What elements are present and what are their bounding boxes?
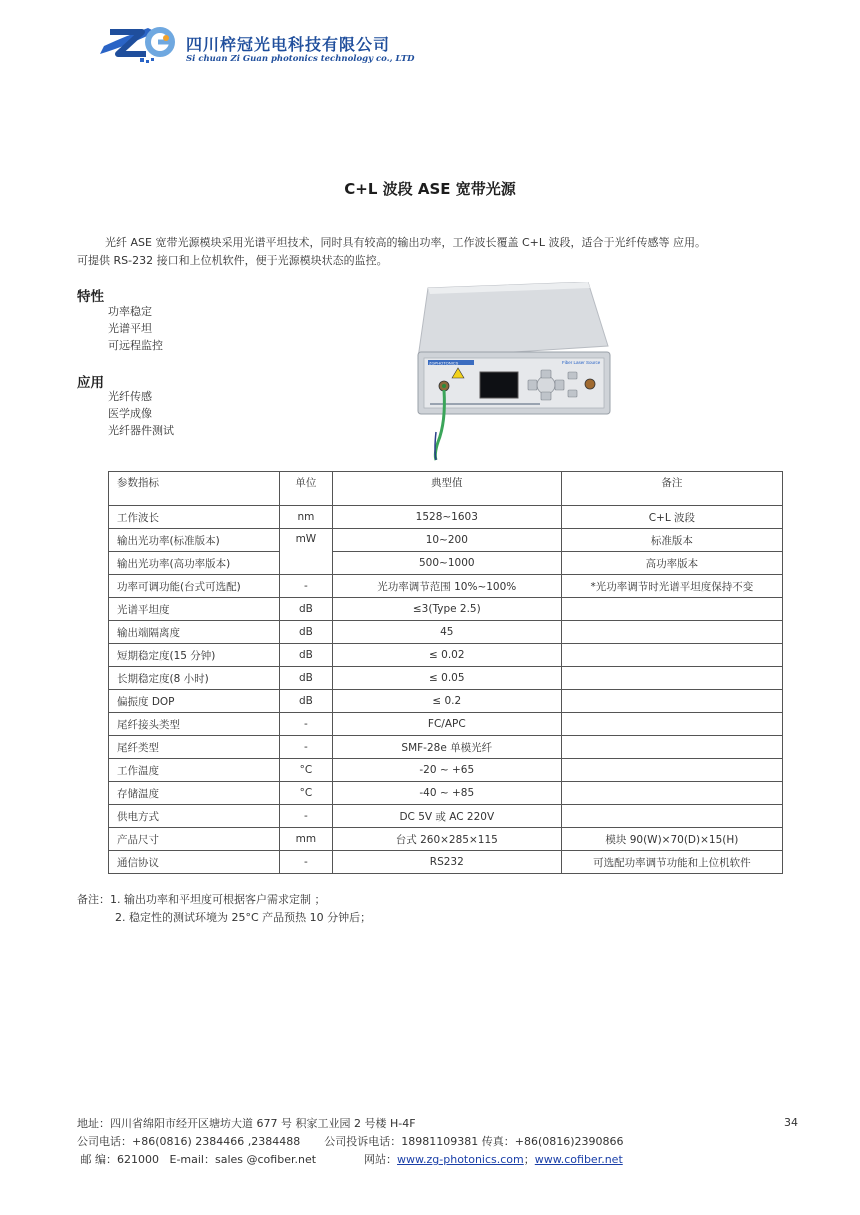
table-cell: 工作波长	[109, 506, 280, 529]
table-cell: 偏振度 DOP	[109, 690, 280, 713]
table-cell: C+L 波段	[561, 506, 782, 529]
spec-table	[108, 471, 783, 874]
table-row	[109, 621, 783, 644]
table-cell: -20 ~ +65	[332, 759, 561, 782]
list-item: 光谱平坦	[108, 322, 152, 335]
table-cell: -	[279, 575, 332, 598]
table-cell	[561, 690, 782, 713]
table-cell: FC/APC	[332, 713, 561, 736]
footer-email: E-mail：sales @cofiber.net	[169, 1153, 317, 1166]
table-cell: 尾纤类型	[109, 736, 280, 759]
column-header: 典型值	[332, 472, 561, 506]
table-cell: -	[279, 851, 332, 874]
list-item: 光纤器件测试	[108, 424, 174, 437]
table-row	[109, 667, 783, 690]
table-cell: 输出端隔离度	[109, 621, 280, 644]
table-cell: mW	[279, 529, 332, 575]
table-cell: °C	[279, 782, 332, 805]
table-cell: dB	[279, 667, 332, 690]
table-cell: *光功率调节时光谱平坦度保持不变	[561, 575, 782, 598]
website-link-cofiber[interactable]: www.cofiber.net	[534, 1153, 623, 1166]
table-cell: nm	[279, 506, 332, 529]
table-cell: 台式 260×285×115	[332, 828, 561, 851]
footer-website-label: 网站：	[364, 1153, 398, 1166]
table-cell: -	[279, 805, 332, 828]
table-row	[109, 736, 783, 759]
table-cell: ≤ 0.02	[332, 644, 561, 667]
table-cell: 存储温度	[109, 782, 280, 805]
column-header: 备注	[561, 472, 782, 506]
table-cell	[561, 782, 782, 805]
list-item: 光纤传感	[108, 390, 152, 403]
table-cell: ≤ 0.05	[332, 667, 561, 690]
table-cell: °C	[279, 759, 332, 782]
table-row	[109, 690, 783, 713]
table-row	[109, 851, 783, 874]
company-name-cn: 四川梓冠光电科技有限公司	[186, 35, 391, 54]
page-number: 34	[784, 1116, 798, 1129]
table-row	[109, 644, 783, 667]
product-device-image	[400, 282, 630, 462]
table-row	[109, 828, 783, 851]
intro-line-1: 光纤 ASE 宽带光源模块采用光谱平坦技术，同时具有较高的输出功率，工作波长覆盖 C+L 波段，适合于光纤传感等 应用。	[105, 236, 706, 249]
table-row	[109, 529, 783, 552]
table-cell: 高功率版本	[561, 552, 782, 575]
table-row	[109, 506, 783, 529]
footer	[77, 1115, 807, 1169]
applications-heading: 应用	[77, 375, 104, 391]
table-cell: 尾纤接头类型	[109, 713, 280, 736]
table-cell: 功率可调功能(台式可选配)	[109, 575, 280, 598]
table-cell: dB	[279, 644, 332, 667]
table-cell: 10~200	[332, 529, 561, 552]
table-cell: 45	[332, 621, 561, 644]
table-row	[109, 782, 783, 805]
footer-postcode: 邮 编：621000	[80, 1153, 159, 1166]
table-cell: 产品尺寸	[109, 828, 280, 851]
table-cell: SMF-28e 单模光纤	[332, 736, 561, 759]
table-cell: dB	[279, 598, 332, 621]
table-cell	[561, 713, 782, 736]
device-brand-label: ZGPHOTONICS	[429, 360, 459, 366]
notes-block	[77, 891, 371, 927]
footer-phone: 公司电话：+86(0816) 2384466 ,2384488	[77, 1135, 301, 1148]
table-cell: 光功率调节范围 10%~100%	[332, 575, 561, 598]
intro-line-2: 可提供 RS-232 接口和上位机软件，便于光源模块状态的监控。	[77, 254, 388, 267]
table-row	[109, 713, 783, 736]
table-row	[109, 759, 783, 782]
company-name-en: Si chuan Zi Guan photonics technology co., LTD	[186, 54, 415, 64]
column-header: 参数指标	[109, 472, 280, 506]
table-cell: -	[279, 736, 332, 759]
table-cell: 光谱平坦度	[109, 598, 280, 621]
table-cell: 可选配功率调节功能和上位机软件	[561, 851, 782, 874]
table-cell	[561, 759, 782, 782]
table-row	[109, 805, 783, 828]
list-item: 可远程监控	[108, 339, 163, 352]
table-cell	[561, 667, 782, 690]
table-cell: 通信协议	[109, 851, 280, 874]
table-cell: 长期稳定度(8 小时)	[109, 667, 280, 690]
features-heading: 特性	[77, 289, 104, 305]
table-cell: RS232	[332, 851, 561, 874]
table-cell: 标准版本	[561, 529, 782, 552]
device-panel-label: Fiber Laser Source	[562, 360, 601, 365]
table-cell: 输出光功率(高功率版本)	[109, 552, 280, 575]
table-cell	[561, 598, 782, 621]
table-cell: ≤3(Type 2.5)	[332, 598, 561, 621]
table-row	[109, 552, 783, 575]
footer-complaint: 公司投诉电话：18981109381 传真：+86(0816)2390866	[324, 1135, 624, 1148]
table-row	[109, 575, 783, 598]
features-list	[108, 303, 163, 354]
table-cell: -	[279, 713, 332, 736]
website-link-zg[interactable]: www.zg-photonics.com	[397, 1153, 524, 1166]
table-cell: 短期稳定度(15 分钟)	[109, 644, 280, 667]
list-item: 功率稳定	[108, 305, 152, 318]
table-cell	[561, 644, 782, 667]
intro-paragraph	[77, 234, 807, 270]
zg-logo-icon	[96, 24, 180, 68]
table-cell: dB	[279, 690, 332, 713]
table-cell: -40 ~ +85	[332, 782, 561, 805]
table-cell: ≤ 0.2	[332, 690, 561, 713]
table-cell	[561, 736, 782, 759]
table-row	[109, 598, 783, 621]
table-cell	[561, 621, 782, 644]
footer-website-sep: ；	[523, 1153, 535, 1166]
table-cell: 1528~1603	[332, 506, 561, 529]
table-cell: DC 5V 或 AC 220V	[332, 805, 561, 828]
list-item: 医学成像	[108, 407, 152, 420]
table-cell: 500~1000	[332, 552, 561, 575]
footer-contact-row	[77, 1151, 807, 1169]
company-logo	[96, 24, 436, 70]
table-cell: dB	[279, 621, 332, 644]
table-cell: 模块 90(W)×70(D)×15(H)	[561, 828, 782, 851]
applications-list	[108, 388, 174, 439]
page-title: C+L 波段 ASE 宽带光源	[344, 180, 516, 198]
table-cell	[561, 805, 782, 828]
note-line-2: 2. 稳定性的测试环境为 25°C 产品预热 10 分钟后；	[115, 911, 372, 924]
table-cell: 输出光功率(标准版本)	[109, 529, 280, 552]
table-cell: 工作温度	[109, 759, 280, 782]
table-cell: 供电方式	[109, 805, 280, 828]
note-line-1: 备注：1. 输出功率和平坦度可根据客户需求定制 ；	[77, 893, 326, 906]
table-cell: mm	[279, 828, 332, 851]
footer-phone-row	[77, 1133, 807, 1151]
footer-address: 地址：四川省绵阳市经开区塘坊大道 677 号 积家工业园 2 号楼 H-4F	[77, 1117, 416, 1130]
table-header-row	[109, 472, 783, 506]
column-header: 单位	[279, 472, 332, 506]
